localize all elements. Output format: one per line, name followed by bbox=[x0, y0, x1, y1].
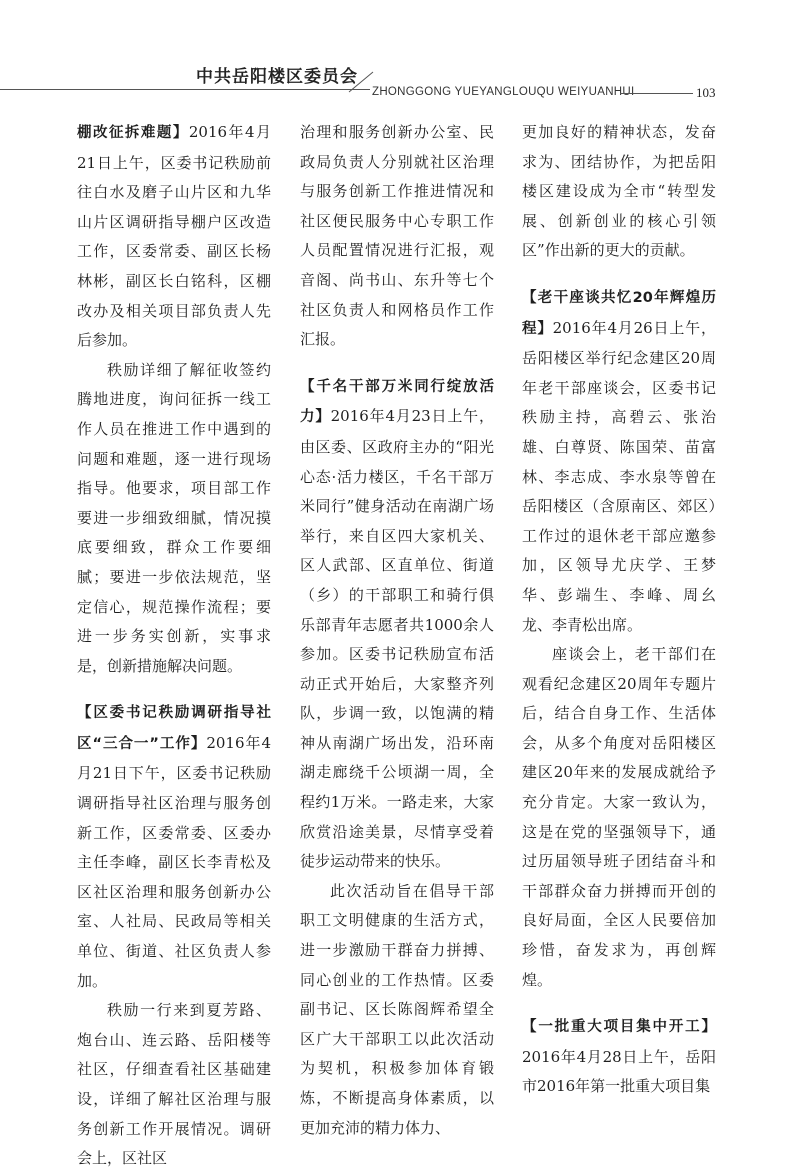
paragraph: 秩励一行来到夏芳路、炮台山、连云路、岳阳楼等社区，仔细查看社区基础建设，详细了解社区治理与服务创新工作开展情况。调研会上，区社区 bbox=[77, 1001, 271, 1168]
paragraph: 座谈会上，老干部们在观看纪念建区20周年专题片后，结合自身工作、生活体会，从多个角度对岳阳楼区建区20年来的发展成就给予充分肯定。大家一致认为，这是在党的坚强领导下，通过历届领导班子团结奋斗和干部群众奋力拼搏而开创的良好局面，全区人民要倍加珍惜，奋发求为，再创辉煌。 bbox=[522, 645, 716, 989]
header-rule-right bbox=[620, 93, 693, 94]
paragraph-body: 2016年4月21日上午，区委书记秩励前往白水及磨子山片区和九华山片区调研指导棚户区改造工作，区委常委、副区长杨林彬，副区长白铭科，区棚改办及相关项目部负责人先后参加。 bbox=[77, 123, 272, 350]
paragraph: 治理和服务创新办公室、民政局负责人分别就社区治理与服务创新工作推进情况和社区便民服务中心专职工作人员配置情况进行汇报，观音阁、尚书山、东升等七个社区负责人和网格员作工作汇报。 bbox=[300, 123, 494, 349]
text-column-3 bbox=[522, 118, 716, 1102]
paragraph: 秩励详细了解征收签约腾地进度，询问征拆一线工作人员在推进工作中遇到的问题和难题，逐一进行现场指导。他要求，项目部工作要进一步细致细腻，情况摸底要细致，群众工作要细腻；要进一步依法规范，坚定信心，规范操作流程；要进一步务实创新，实事求是，创新措施解决问题。 bbox=[77, 360, 271, 675]
paragraph bbox=[300, 372, 494, 877]
text-column-2 bbox=[300, 118, 494, 1143]
header-subtitle: ZHONGGONG YUEYANGLOUQU WEIYUANHUI bbox=[372, 86, 635, 98]
section-heading: 【千名干部万米同行绽放活力】 bbox=[300, 378, 494, 426]
paragraph bbox=[77, 698, 271, 996]
section-heading: 【老干座谈共忆20年辉煌历程】 bbox=[522, 289, 716, 337]
section-heading: 【区委书记秩励调研指导社区“三合一”工作】 bbox=[77, 705, 271, 752]
paragraph bbox=[522, 283, 716, 640]
paragraph bbox=[522, 1012, 716, 1102]
paragraph-body: 2016年4月28日上午，岳阳市2016年第一批重大项目集 bbox=[522, 1047, 716, 1096]
paragraph bbox=[77, 118, 271, 356]
paragraph: 此次活动旨在倡导干部职工文明健康的生活方式，进一步激励干群奋力拼搏、同心创业的工作热情。区委副书记、区长陈阁辉希望全区广大干部职工以此次活动为契机，积极参加体育锻炼，不断提高身体素质，以更加充沛的精力体力、 bbox=[300, 881, 494, 1137]
page-number: 103 bbox=[696, 85, 716, 100]
section-heading: 棚改征拆难题】 bbox=[77, 125, 189, 141]
paragraph-body: 2016年4月26日上午，岳阳楼区举行纪念建区20周年老干部座谈会，区委书记秩励主持，高碧云、张治雄、白尊贤、陈国荣、苗富林、李志成、李水泉等曾在岳阳楼区（含原南区、郊区）工作过的退休老干部应邀参加，区领导尤庆学、王梦华、彭端生、李峰、周幺龙、李青松出席。 bbox=[522, 318, 716, 634]
header-title: 中共岳阳楼区委员会 bbox=[196, 67, 358, 87]
paragraph: 更加良好的精神状态，发奋求为、团结协作，为把岳阳楼区建设成为全市“转型发展、创新创业的核心引领区”作出新的更大的贡献。 bbox=[522, 123, 716, 260]
section-heading: 【一批重大项目集中开工】 bbox=[522, 1019, 716, 1036]
paragraph-body: 2016年4月23日上午，由区委、区政府主办的“阳光心态·活力楼区，千名干部万米同行”健身活动在南湖广场举行，来自区四大家机关、区人武部、区直单位、街道（乡）的干部职工和骑行俱乐部青年志愿者共1000余人参加。区委书记秩励宣布活动正式开始后，大家整齐列队，步调一致，以饱满的精神从南湖广场出发，沿环南湖走廊绕千公顷湖一周，全程约1万米。一路走来，大家欣赏沿途美景，尽情享受着徒步运动带来的快乐。 bbox=[300, 407, 494, 871]
paragraph-body: 2016年4月21日下午，区委书记秩励调研指导社区治理与服务创新工作，区委常委、区委办主任李峰，副区长李青松及区社区治理和服务创新办公室、人社局、民政局等相关单位、街道、社区负责人参加。 bbox=[77, 733, 272, 990]
text-column-1 bbox=[77, 118, 271, 1174]
header-rule-left bbox=[0, 89, 370, 90]
